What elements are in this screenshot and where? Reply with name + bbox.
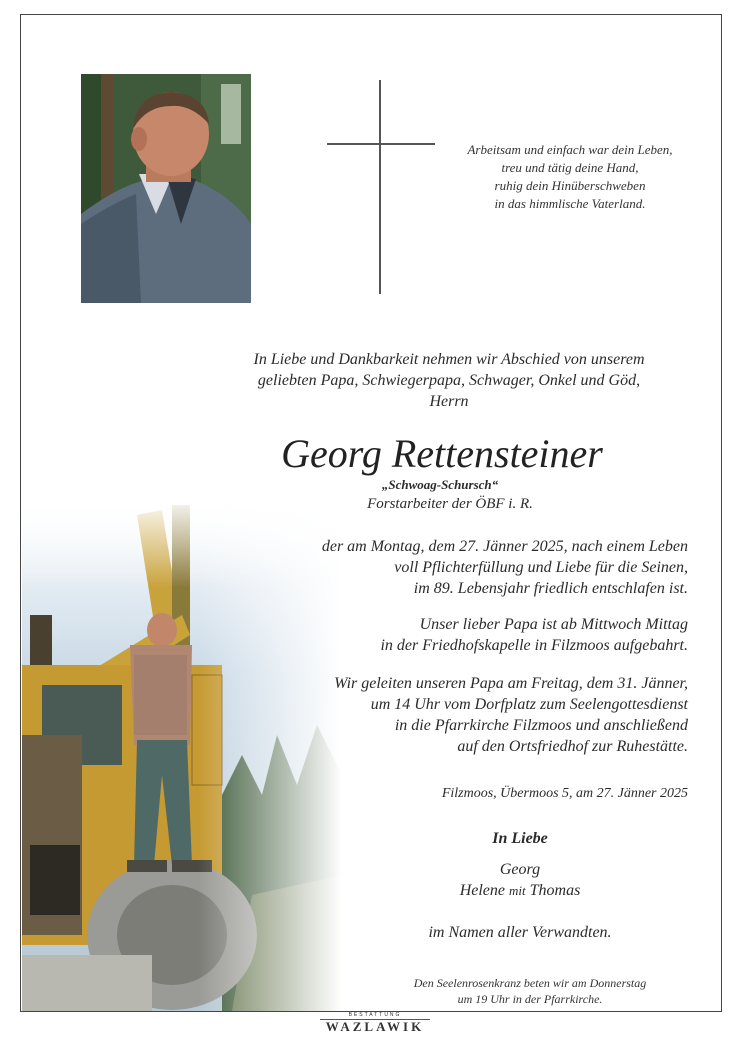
verse-line: in das himmlische Vaterland. [494,196,646,211]
text-line: in der Friedhofskapelle in Filzmoos aufgebahrt. [380,637,688,654]
signature-name: Helene [459,882,505,899]
laying-in-state-info [228,614,688,656]
text-line: Wir geleiten unseren Papa am Freitag, dem 31. Jänner, [334,675,688,692]
verse-line: Arbeitsam und einfach war dein Leben, [467,142,673,157]
text-line: um 19 Uhr in der Pfarrkirche. [457,992,603,1006]
logo-tagline: BESTATTUNG [348,1012,402,1018]
signature-relatives: im Namen aller Verwandten. [428,924,612,941]
text-line: Den Seelenrosenkranz beten wir am Donnerstag [413,976,647,990]
signature-heading: In Liebe [492,830,548,847]
intro-text [200,349,698,412]
intro-line: geliebten Papa, Schwiegerpapa, Schwager, Onkel und Göd, [257,372,641,389]
text-line: der am Montag, dem 27. Jänner 2025, nach einem Leben [321,538,688,555]
funeral-home-logo [300,1012,450,1034]
intro-line: In Liebe und Dankbarkeit nehmen wir Abschied von unserem [253,351,645,368]
verse-line: ruhig dein Hinüberschweben [494,178,646,193]
signature-name: Thomas [529,882,581,899]
text-line: voll Pflichterfüllung und Liebe für die Seinen, [394,559,688,576]
text-line: auf den Ortsfriedhof zur Ruhestätte. [457,738,688,755]
intro-line: Herrn [429,393,469,410]
deceased-occupation: Forstarbeiter der ÖBF i. R. [367,496,533,512]
verse-line: treu und tätig deine Hand, [501,160,639,175]
funeral-info [228,673,688,757]
signature-name: Georg [499,861,541,878]
text-line: um 14 Uhr vom Dorfplatz zum Seelengottesdienst [370,696,688,713]
text-line: in die Pfarrkirche Filzmoos und anschließend [394,717,688,734]
logo-name: WAZLAWIK [325,1019,425,1034]
signature-connector: mit [509,883,526,898]
deceased-nickname: „Schwoag-Schursch“ [381,477,499,492]
place-and-date: Filzmoos, Übermoos 5, am 27. Jänner 2025 [441,786,688,801]
verse-poem [420,141,720,213]
death-announcement [228,536,688,599]
deceased-name: Georg Rettensteiner [281,431,603,476]
text-line: Unser lieber Papa ist ab Mittwoch Mittag [419,616,688,633]
text-line: im 89. Lebensjahr friedlich entschlafen ist. [413,580,688,597]
portrait-photo [81,74,251,303]
signature-names [340,880,700,902]
rosary-info [330,975,730,1007]
